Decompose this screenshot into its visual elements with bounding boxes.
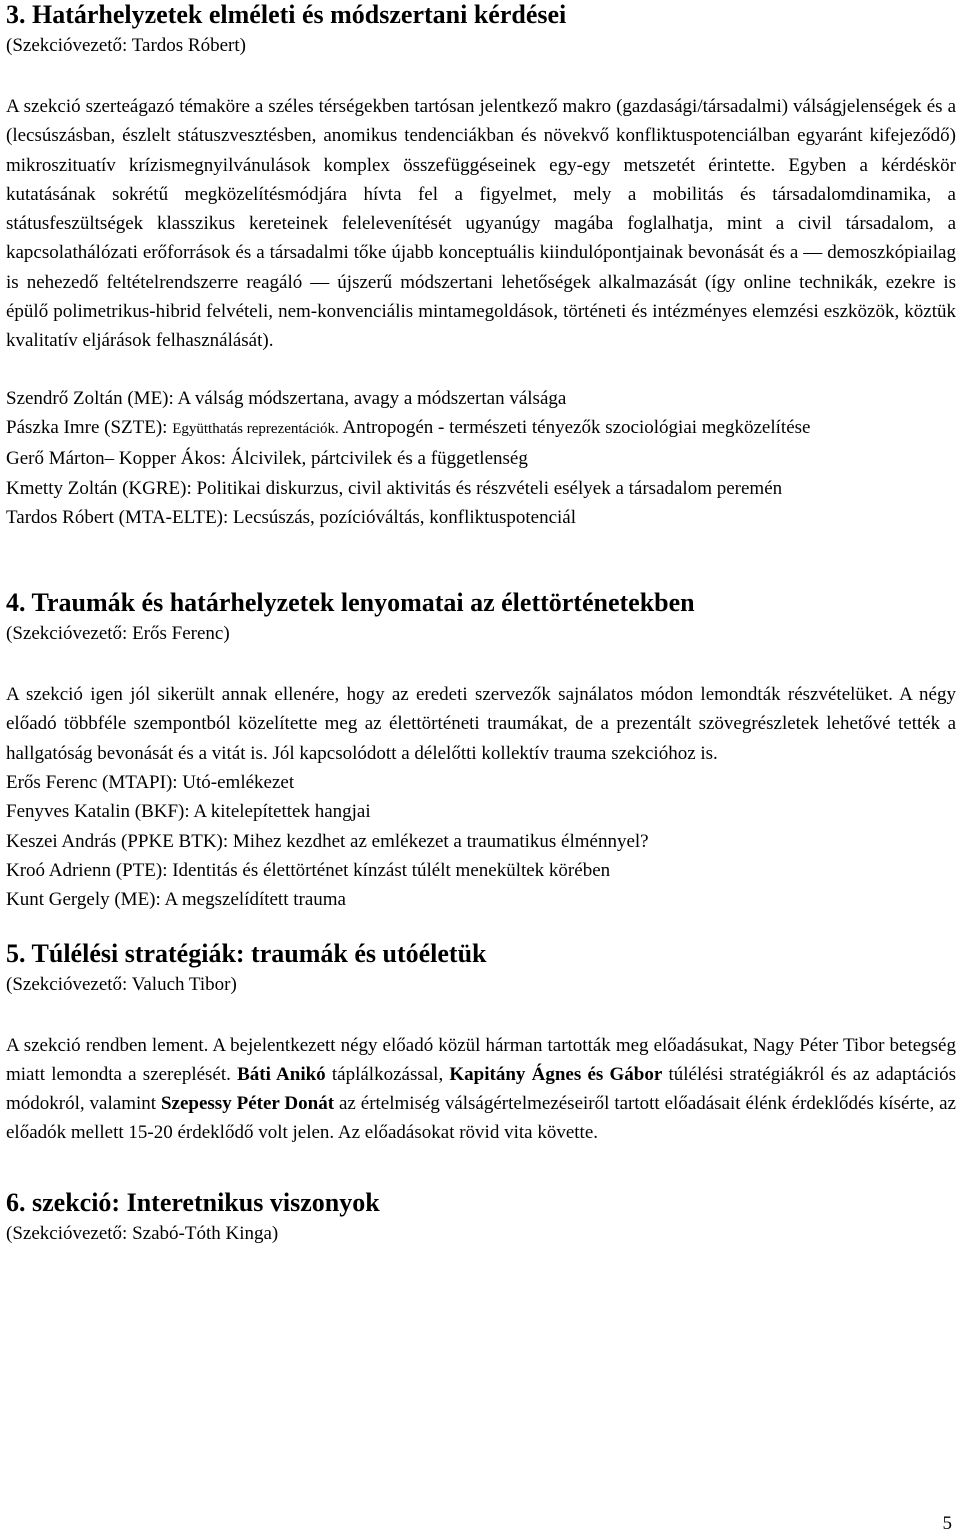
report-text: túlélési stratégiákról és az adaptációs módokról, valamint	[6, 1063, 956, 1115]
report-text: A szekció rendben lement. A bejelentkezett négy előadó közül hárman tartották meg előadásukat, Nagy Péter Tibor betegség miatt lemondta a szereplését.	[6, 1034, 956, 1085]
talk-item: Gerő Márton– Kopper Ákos: Álcivilek, pártcivilek és a függetlenség	[6, 448, 528, 470]
speaker-name: Szepessy Péter Donát	[160, 1093, 335, 1115]
document-page	[6, 0, 956, 1248]
talk-title: Antropogén - természeti tényezők szociológiai megközelítése	[338, 416, 811, 438]
talk-item: Szendrő Zoltán (ME): A válság módszertana, avagy a módszertan válsága	[6, 387, 567, 409]
report-text: táplálkozással,	[325, 1063, 450, 1085]
section-5-report	[6, 1031, 956, 1148]
section-4-convenor: (Szekcióvezető: Erős Ferenc)	[6, 623, 230, 645]
section-5-title: 5. Túlélési stratégiák: traumák és utóéletük	[6, 938, 487, 968]
talk-item: Kroó Adrienn (PTE): Identitás és élettörténet kínzást túlélt menekültek körében	[6, 859, 611, 881]
section-3-talks	[6, 384, 956, 532]
talk-item: Fenyves Katalin (BKF): A kitelepítettek hangjai	[6, 801, 371, 823]
talk-item: Kunt Gergely (ME): A megszelídített trauma	[6, 889, 346, 911]
section-6-convenor: (Szekcióvezető: Szabó-Tóth Kinga)	[6, 1222, 279, 1244]
section-4-abstract: A szekció igen jól sikerült annak ellenére, hogy az eredeti szervezők sajnálatos módon lemondták részvételüket. A négy előadó többféle szempontból közelítette meg az élettörténeti traumákat, de a prezentált szövegrészletek lehetővé tették a hallgatóság bevonását és a vitát is. Jól kapcsolódott a délelőtti kollektív trauma szekcióhoz is.	[6, 684, 956, 764]
report-text: az értelmiség válságértelmezéseiről tartott előadásait élénk érdeklődés kísérte, az előadók mellett 15-20 érdeklődő volt jelen. Az előadásokat rövid vita követte.	[6, 1093, 956, 1144]
page-number: 5	[942, 1513, 952, 1534]
section-5-convenor: (Szekcióvezető: Valuch Tibor)	[6, 973, 237, 995]
talk-item: Erős Ferenc (MTAPI): Utó-emlékezet	[6, 772, 295, 794]
section-3-title: 3. Határhelyzetek elméleti és módszertani kérdései	[6, 0, 567, 29]
talk-item: Kmetty Zoltán (KGRE): Politikai diskurzus, civil aktivitás és részvételi esélyek a társadalom peremén	[6, 477, 783, 499]
talk-title-small: Együtthatás reprezentációk.	[172, 420, 339, 437]
section-4-title: 4. Traumák és határhelyzetek lenyomatai az élettörténetekben	[6, 588, 695, 618]
section-6-title: 6. szekció: Interetnikus viszonyok	[6, 1187, 380, 1217]
section-4-talks	[6, 768, 956, 914]
speaker-name: Kapitány Ágnes és Gábor	[449, 1063, 663, 1085]
talk-speaker: Pászka Imre (SZTE):	[6, 416, 173, 438]
section-3-convenor: (Szekcióvezető: Tardos Róbert)	[6, 35, 246, 56]
section-3-abstract: A szekció szerteágazó témaköre a széles térségekben tartósan jelentkező makro (gazdasági/társadalmi) válságjelenségek és a (lecsúszásban, észlelt státuszvesztésben, anomikus tendenciákban és növekvő konfliktuspotenciálban egyaránt kifejeződő) mikroszituatív krízismegnyilvánulások komplex összefüggéseinek egy-egy metszetét érintette. Egyben a kérdéskör kutatásának sokrétű megközelítésmódjára hívta fel a figyelmet, mely a mobilitás és társadalomdinamika, a státusfeszültségek klasszikus kereteinek felelevenítését ugyanúgy magába foglalhatja, mint a civil társadalom, a kapcsolathálózati erőforrások és a társadalmi tőke újabb konceptuális kiindulópontjainak bevonását és a — demoszkópiailag is nehezedő feltételrendszerre reagáló — újszerű módszertani lehetőségek alkalmazását (így online technikák, ezekre is épülő polimetrikus-hibrid felvételi, nem-konvenciális mintamegoldások, történeti és intézményes elemzési eszközök, köztük kvalitatív eljárások felhasználását).	[6, 96, 956, 352]
talk-item: Keszei András (PPKE BTK): Mihez kezdhet az emlékezet a traumatikus élménnyel?	[6, 830, 649, 852]
talk-item: Tardos Róbert (MTA-ELTE): Lecsúszás, pozícióváltás, konfliktuspotenciál	[6, 506, 576, 528]
talk-item	[6, 413, 956, 444]
speaker-name: Báti Anikó	[237, 1063, 326, 1085]
